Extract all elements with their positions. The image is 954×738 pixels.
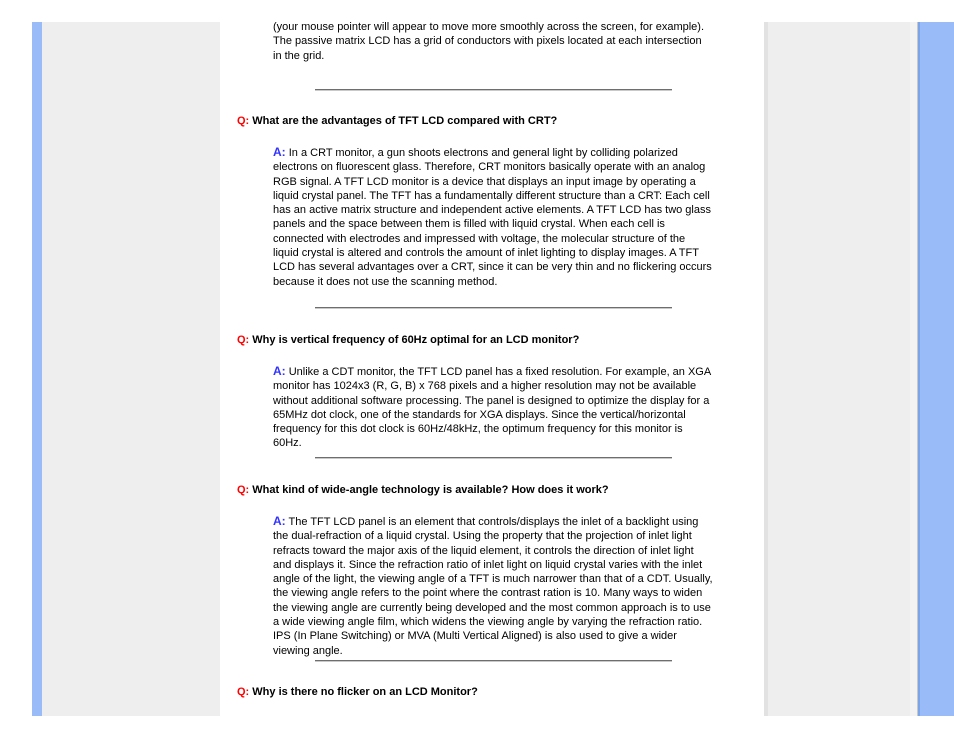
left-margin-panel <box>42 22 220 716</box>
divider <box>315 660 672 662</box>
faq-question <box>237 685 737 699</box>
faq-answer <box>273 145 713 289</box>
divider <box>315 307 672 309</box>
faq-question <box>237 483 737 497</box>
question-text: Why is vertical frequency of 60Hz optimal for an LCD monitor? <box>249 334 580 346</box>
faq-answer <box>273 364 713 451</box>
divider <box>315 457 672 459</box>
faq-content <box>220 0 765 738</box>
answer-text: The TFT LCD panel is an element that controls/displays the inlet of a backlight using the dual-refraction of a liquid crystal. Using the property that the projection of inlet light refracts toward the major axis of the liquid element, it controls the direction of inlet light and displays it. Since the refraction ratio of inlet light on liquid crystal varies with the inlet angle of the light, the viewing angle of a TFT is much narrower than that of a CDT. Usually, the viewing angle refers to the point where the contrast ration is 10. Many ways to widen the viewing angle are currently being developed and the most common approach is to use a wide viewing angle film, which widens the viewing angle by varying the refraction ratio. IPS (In Plane Switching) or MVA (Multi Vertical Aligned) is also used to give a wider viewing angle. <box>273 516 713 657</box>
answer-marker: A: <box>273 145 286 159</box>
question-marker: Q: <box>237 334 250 346</box>
question-marker: Q: <box>237 686 250 698</box>
faq-answer <box>273 514 713 658</box>
left-accent-bar <box>32 22 42 716</box>
question-text: What are the advantages of TFT LCD compared with CRT? <box>249 115 558 127</box>
question-marker: Q: <box>237 115 250 127</box>
faq-question <box>237 333 737 347</box>
right-margin-edge <box>910 22 918 716</box>
question-marker: Q: <box>237 484 250 496</box>
intro-paragraph: (your mouse pointer will appear to move more smoothly across the screen, for example). The passive matrix LCD has a grid of conductors with pixels located at each intersection in the grid. <box>273 21 705 62</box>
right-accent-bar <box>918 22 954 716</box>
faq-question <box>237 114 737 128</box>
question-text: What kind of wide-angle technology is available? How does it work? <box>249 484 609 496</box>
answer-text: Unlike a CDT monitor, the TFT LCD panel has a fixed resolution. For example, an XGA monitor has 1024x3 (R, G, B) x 768 pixels and a higher resolution may not be available without additional software processing. The panel is designed to optimize the display for a 65MHz dot clock, one of the standards for XGA displays. Since the vertical/horizontal frequency for this dot clock is 60Hz/48kHz, the optimum frequency for this monitor is 60Hz. <box>273 366 711 450</box>
answer-marker: A: <box>273 364 286 378</box>
answer-text: In a CRT monitor, a gun shoots electrons and general light by colliding polarized electrons on fluorescent glass. Therefore, CRT monitors basically operate with an analog RGB signal. A TFT LCD monitor is a device that displays an input image by operating a liquid crystal panel. The TFT has a fundamentally different structure than a CRT: Each cell has an active matrix structure and independent active elements. A TFT LCD has two glass panels and the space between them is filled with liquid crystal. When each cell is connected with electrodes and impressed with voltage, the molecular structure of the liquid crystal is altered and controls the amount of inlet lighting to display images. A TFT LCD has several advantages over a CRT, since it can be very thin and no flickering occurs because it does not use the scanning method. <box>273 147 712 288</box>
answer-marker: A: <box>273 514 286 528</box>
right-margin-panel <box>764 22 918 716</box>
question-text: Why is there no flicker on an LCD Monitor? <box>249 686 478 698</box>
divider <box>315 89 672 91</box>
